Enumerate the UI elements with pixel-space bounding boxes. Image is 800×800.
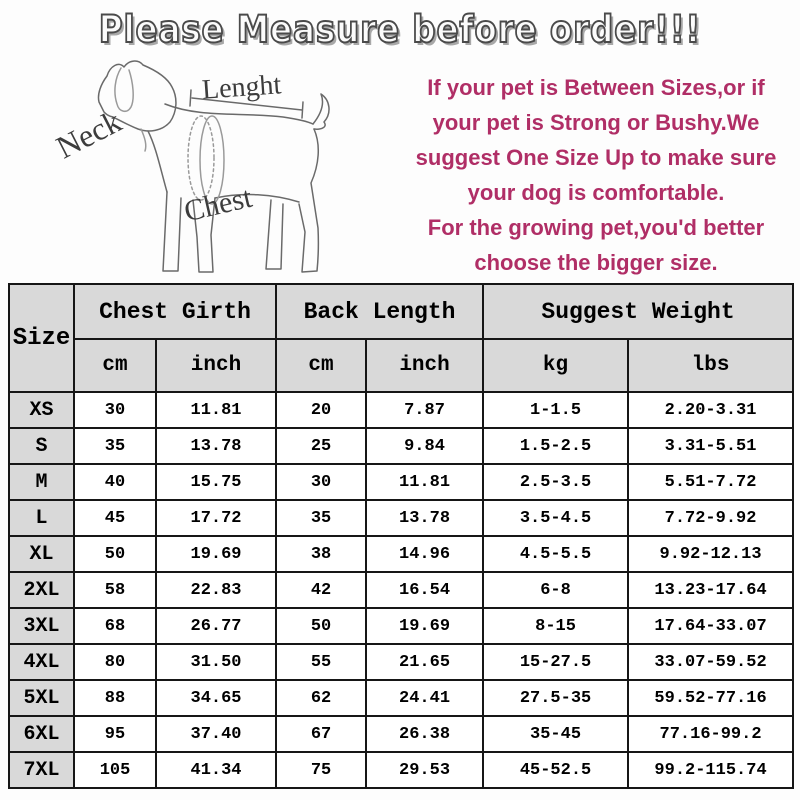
- back-length-header: Back Length: [276, 284, 483, 339]
- advice-line: suggest One Size Up to make sure: [415, 145, 777, 170]
- value-cell: 26.77: [156, 608, 276, 644]
- suggest-weight-header: Suggest Weight: [483, 284, 793, 339]
- table-row: [9, 500, 793, 536]
- value-cell: 13.23-17.64: [628, 572, 793, 608]
- table-group-header-row: [9, 284, 793, 339]
- value-cell: 2.20-3.31: [628, 392, 793, 428]
- size-cell: S: [9, 428, 74, 464]
- advice-line: For the growing pet,you'd better: [427, 215, 765, 240]
- value-cell: 67: [276, 716, 366, 752]
- table-row: [9, 464, 793, 500]
- value-cell: 45-52.5: [483, 752, 628, 788]
- value-cell: 50: [276, 608, 366, 644]
- table-row: [9, 536, 793, 572]
- value-cell: 11.81: [156, 392, 276, 428]
- value-cell: 11.81: [366, 464, 483, 500]
- table-unit-header-row: [9, 339, 793, 392]
- value-cell: 19.69: [156, 536, 276, 572]
- value-cell: 95: [74, 716, 156, 752]
- table-row: [9, 392, 793, 428]
- value-cell: 13.78: [366, 500, 483, 536]
- value-cell: 38: [276, 536, 366, 572]
- size-cell: 7XL: [9, 752, 74, 788]
- value-cell: 62: [276, 680, 366, 716]
- value-cell: 35-45: [483, 716, 628, 752]
- size-cell: 6XL: [9, 716, 74, 752]
- table-row: [9, 608, 793, 644]
- size-cell: 5XL: [9, 680, 74, 716]
- unit-header-cm: cm: [276, 339, 366, 392]
- size-column-header: Size: [9, 284, 74, 392]
- advice-line: your pet is Strong or Bushy.We: [432, 110, 760, 135]
- value-cell: 15.75: [156, 464, 276, 500]
- value-cell: 42: [276, 572, 366, 608]
- size-cell: 2XL: [9, 572, 74, 608]
- table-row: [9, 644, 793, 680]
- table-row: [9, 428, 793, 464]
- value-cell: 55: [276, 644, 366, 680]
- size-cell: XL: [9, 536, 74, 572]
- value-cell: 68: [74, 608, 156, 644]
- value-cell: 37.40: [156, 716, 276, 752]
- value-cell: 15-27.5: [483, 644, 628, 680]
- size-cell: 3XL: [9, 608, 74, 644]
- value-cell: 31.50: [156, 644, 276, 680]
- value-cell: 1.5-2.5: [483, 428, 628, 464]
- value-cell: 105: [74, 752, 156, 788]
- neck-label: Neck: [50, 102, 127, 166]
- value-cell: 2.5-3.5: [483, 464, 628, 500]
- chest-girth-header: Chest Girth: [74, 284, 276, 339]
- table-row: [9, 572, 793, 608]
- unit-header-kg: kg: [483, 339, 628, 392]
- length-label: Lenght: [200, 69, 283, 106]
- table-row: [9, 716, 793, 752]
- unit-header-inch: inch: [366, 339, 483, 392]
- size-cell: 4XL: [9, 644, 74, 680]
- value-cell: 16.54: [366, 572, 483, 608]
- value-cell: 13.78: [156, 428, 276, 464]
- value-cell: 33.07-59.52: [628, 644, 793, 680]
- value-cell: 21.65: [366, 644, 483, 680]
- value-cell: 5.51-7.72: [628, 464, 793, 500]
- chest-label: Chest: [181, 180, 256, 229]
- value-cell: 45: [74, 500, 156, 536]
- value-cell: 58: [74, 572, 156, 608]
- value-cell: 8-15: [483, 608, 628, 644]
- value-cell: 9.92-12.13: [628, 536, 793, 572]
- value-cell: 29.53: [366, 752, 483, 788]
- value-cell: 6-8: [483, 572, 628, 608]
- unit-header-lbs: lbs: [628, 339, 793, 392]
- table-row: [9, 680, 793, 716]
- advice-line: choose the bigger size.: [474, 250, 718, 275]
- value-cell: 19.69: [366, 608, 483, 644]
- advice-line: your dog is comfortable.: [467, 180, 725, 205]
- value-cell: 14.96: [366, 536, 483, 572]
- value-cell: 88: [74, 680, 156, 716]
- value-cell: 1-1.5: [483, 392, 628, 428]
- value-cell: 40: [74, 464, 156, 500]
- value-cell: 80: [74, 644, 156, 680]
- value-cell: 99.2-115.74: [628, 752, 793, 788]
- value-cell: 59.52-77.16: [628, 680, 793, 716]
- value-cell: 41.34: [156, 752, 276, 788]
- size-cell: L: [9, 500, 74, 536]
- value-cell: 17.64-33.07: [628, 608, 793, 644]
- value-cell: 24.41: [366, 680, 483, 716]
- value-cell: 25: [276, 428, 366, 464]
- value-cell: 7.87: [366, 392, 483, 428]
- value-cell: 7.72-9.92: [628, 500, 793, 536]
- value-cell: 22.83: [156, 572, 276, 608]
- size-cell: M: [9, 464, 74, 500]
- size-table: [8, 283, 794, 789]
- value-cell: 3.31-5.51: [628, 428, 793, 464]
- value-cell: 17.72: [156, 500, 276, 536]
- value-cell: 75: [276, 752, 366, 788]
- value-cell: 35: [74, 428, 156, 464]
- value-cell: 3.5-4.5: [483, 500, 628, 536]
- size-table-body: [9, 392, 793, 788]
- size-cell: XS: [9, 392, 74, 428]
- page-title: Please Measure before order!!!: [98, 8, 702, 51]
- value-cell: 77.16-99.2: [628, 716, 793, 752]
- value-cell: 20: [276, 392, 366, 428]
- value-cell: 4.5-5.5: [483, 536, 628, 572]
- value-cell: 27.5-35: [483, 680, 628, 716]
- value-cell: 26.38: [366, 716, 483, 752]
- unit-header-cm: cm: [74, 339, 156, 392]
- value-cell: 30: [276, 464, 366, 500]
- sizing-advice-text: [398, 70, 794, 280]
- table-row: [9, 752, 793, 788]
- value-cell: 34.65: [156, 680, 276, 716]
- unit-header-inch: inch: [156, 339, 276, 392]
- value-cell: 9.84: [366, 428, 483, 464]
- value-cell: 50: [74, 536, 156, 572]
- advice-line: If your pet is Between Sizes,or if: [427, 75, 765, 100]
- value-cell: 35: [276, 500, 366, 536]
- value-cell: 30: [74, 392, 156, 428]
